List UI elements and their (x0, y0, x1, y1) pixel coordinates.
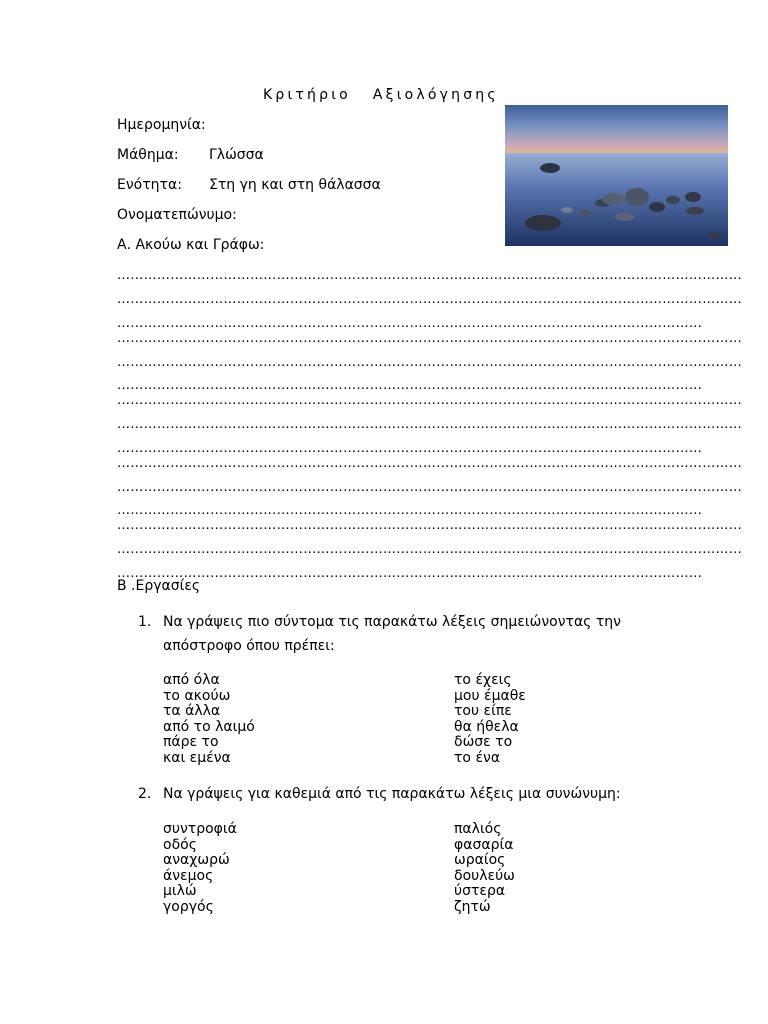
writing-line: …………………………………………………………………………………………………………………………… (117, 456, 743, 471)
writing-line: …………………………………………………………………………………………………………………… (117, 441, 703, 456)
unit-value: Στη γη και στη θάλασσα (209, 177, 381, 193)
date-field (117, 117, 206, 133)
word-item: δώσε το (454, 734, 513, 751)
writing-line: …………………………………………………………………………………………………………………………… (117, 393, 743, 408)
writing-line: …………………………………………………………………………………………………………………… (117, 503, 703, 518)
section-b-heading: Β .Εργασίες (117, 578, 201, 594)
word-item: μιλώ (163, 883, 197, 900)
writing-line: …………………………………………………………………………………………………………………………… (117, 355, 743, 370)
word-item: αναχωρώ (163, 852, 230, 869)
word-item: συντροφιά (163, 821, 237, 837)
writing-line: …………………………………………………………………………………………………………………………… (117, 417, 743, 432)
question-1-left-words (163, 673, 255, 767)
question-1-number: 1. (138, 614, 152, 630)
writing-line: …………………………………………………………………………………………………………………………… (117, 542, 743, 557)
word-item: το ακούω (163, 687, 231, 704)
word-item: ύστερα (454, 883, 506, 900)
writing-line: …………………………………………………………………………………………………………………… (117, 316, 703, 331)
writing-line: …………………………………………………………………………………………………………………………… (117, 480, 743, 495)
section-a-label: Α. Ακούω και Γράφω: (117, 237, 265, 253)
writing-line: …………………………………………………………………………………………………………………… (117, 566, 703, 581)
writing-line: …………………………………………………………………………………………………………………………… (117, 518, 743, 533)
word-item: του είπε (454, 703, 512, 720)
writing-line: …………………………………………………………………………………………………………………………… (117, 292, 743, 307)
word-item: από το λαιμό (163, 718, 255, 735)
word-item: γοργός (163, 898, 214, 915)
seascape-photo (505, 105, 728, 246)
subject-label: Μάθημα: (117, 147, 179, 163)
subject-value: Γλώσσα (209, 147, 264, 163)
question-2-number: 2. (138, 786, 152, 802)
word-item: ωραίος (454, 852, 506, 869)
page-title (263, 87, 499, 103)
word-item: άνεμος (163, 867, 214, 884)
seascape-image (505, 105, 728, 246)
question-2-right-words (454, 822, 515, 916)
question-2-text-line-1: Να γράψεις για καθεμιά από τις παρακάτω λέξεις μια συνώνυμη: (163, 786, 621, 802)
date-label: Ημερομηνία: (117, 117, 206, 133)
word-item: το ένα (454, 749, 501, 766)
question-1-right-words (454, 673, 526, 767)
question-1-text-line-1: Να γράψεις πιο σύντομα τις παρακάτω λέξεις σημειώνοντας την (163, 614, 621, 630)
unit-field (117, 177, 381, 193)
word-item: πάρε το (163, 734, 219, 751)
word-item: παλιός (454, 821, 502, 837)
word-item: μου έμαθε (454, 687, 526, 704)
unit-label: Ενότητα: (117, 177, 182, 193)
subject-field (117, 147, 264, 163)
word-item: ζητώ (454, 898, 491, 915)
word-item: δουλεύω (454, 867, 515, 884)
question-1-text-line-2: απόστροφο όπου πρέπει: (163, 638, 335, 654)
writing-line: …………………………………………………………………………………………………………………………… (117, 268, 743, 283)
writing-line: …………………………………………………………………………………………………………………… (117, 378, 703, 393)
writing-line: …………………………………………………………………………………………………………………………… (117, 331, 743, 346)
title-word-2: Αξιολόγησης (372, 87, 499, 103)
word-item: τα άλλα (163, 703, 221, 720)
word-item: φασαρία (454, 836, 514, 853)
name-field (117, 207, 237, 223)
word-item: και εμένα (163, 749, 231, 766)
word-item: θα ήθελα (454, 718, 519, 735)
word-item: οδός (163, 836, 197, 853)
question-2-left-words (163, 822, 237, 916)
word-item: το έχεις (454, 672, 512, 688)
section-a-heading (117, 237, 264, 253)
name-label: Ονοματεπώνυμο: (117, 207, 237, 223)
title-word-1: Κριτήριο (263, 87, 351, 103)
word-item: από όλα (163, 672, 220, 688)
